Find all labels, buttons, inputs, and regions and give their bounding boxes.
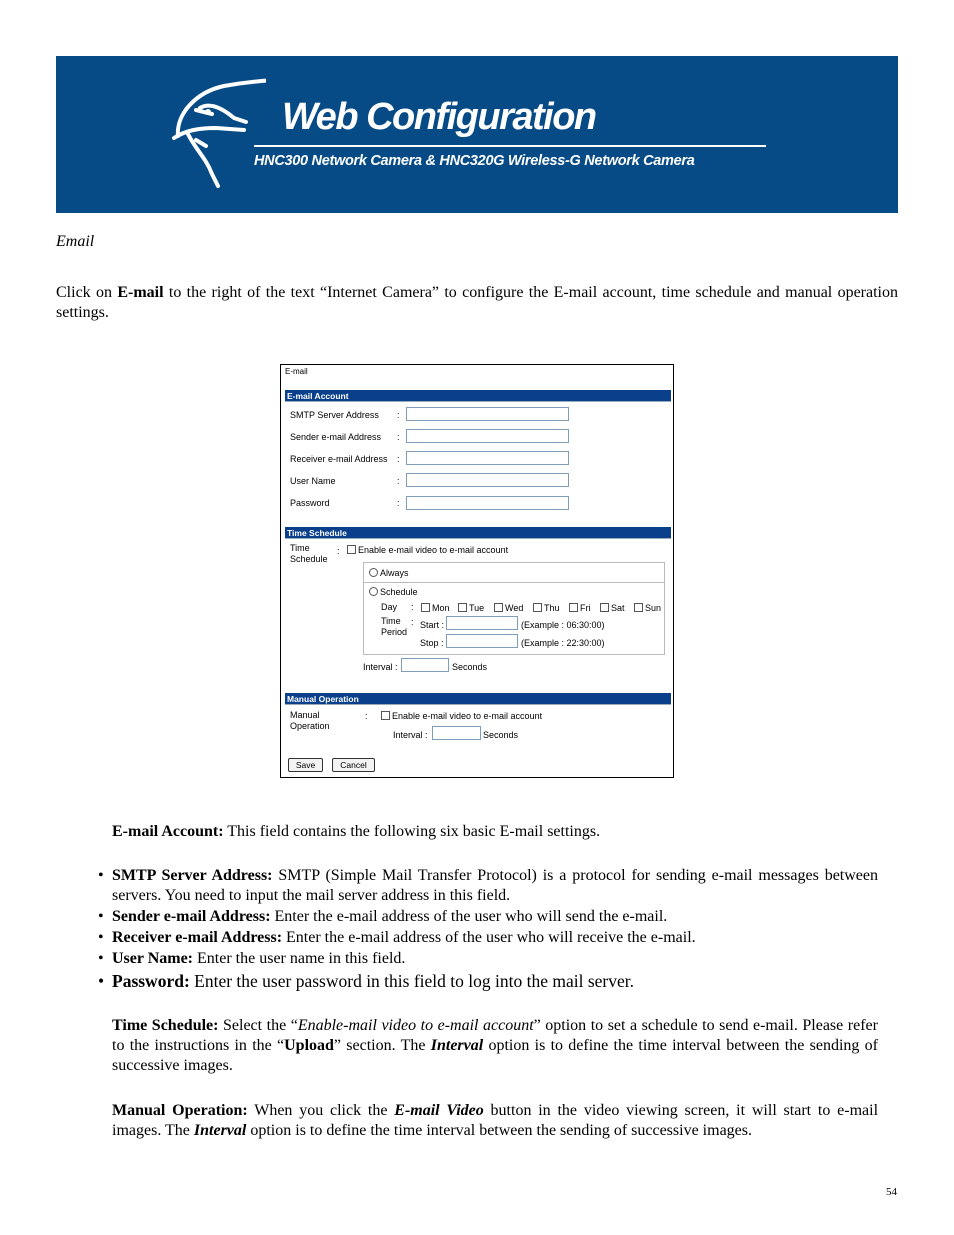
username-input[interactable] [406,473,569,487]
smtp-colon: : [397,410,400,420]
bullet-icon: • [98,929,104,946]
start-time-input[interactable] [446,616,518,630]
enable-schedule-label: Enable e-mail video to e-mail account [358,545,509,555]
section-label: Email [56,233,95,250]
email-account-text: This field contains the following six basic E-mail settings. [223,823,601,840]
time-schedule-label-1: Time [290,543,310,553]
bullet-term: Password: [112,971,190,991]
banner-divider [254,145,766,147]
time-schedule-label-2: Schedule [290,554,328,564]
day-checkbox[interactable] [494,603,503,612]
day-label-mon: Mon [432,603,450,613]
day-label-tue: Tue [469,603,485,613]
bullet-icon: • [98,950,104,967]
bullet-icon: • [98,908,104,925]
intro-text-pre: Click on [56,284,118,301]
username-colon: : [397,476,400,486]
enable-manual-label: Enable e-mail video to e-mail account [392,711,543,721]
bullet-icon: • [98,867,104,884]
day-checkbox[interactable] [634,603,643,612]
manual-interval-label: Interval : [393,730,428,740]
day-checkbox[interactable] [421,603,430,612]
day-checkbox[interactable] [600,603,609,612]
day-wed[interactable] [494,603,523,613]
mo-email-video: E-mail Video [394,1102,484,1119]
day-label-fri: Fri [580,603,591,613]
time-schedule-header: Time Schedule [285,527,671,539]
day-label-wed: Wed [505,603,524,613]
settings-bullet-list [96,866,878,993]
mo-interval: Interval [193,1122,247,1139]
banner-title: Web Configuration [282,96,596,138]
day-fri[interactable] [569,603,591,613]
page-number: 54 [886,1186,897,1198]
day-checkbox[interactable] [458,603,467,612]
sender-email-input[interactable] [406,429,569,443]
save-button[interactable]: Save [288,758,323,772]
list-item [96,907,878,927]
always-radio[interactable] [369,568,378,577]
header-banner [56,56,898,213]
manual-label-2: Operation [290,721,330,731]
bullet-text: Enter the user password in this field to log into the mail server. [189,971,634,991]
receiver-label: Receiver e-mail Address [290,454,388,464]
day-label-sat: Sat [611,603,625,613]
bullet-term: Sender e-mail Address: [112,908,271,925]
email-account-header: E-mail Account [285,390,671,402]
intro-paragraph [56,283,898,323]
bullet-text: Enter the e-mail address of the user who will send the e-mail. [270,908,668,925]
manual-label-1: Manual [290,710,320,720]
ts-text-3: ” section. The [333,1037,431,1054]
smtp-label: SMTP Server Address [290,410,379,420]
intro-text-post: to the right of the text “Internet Camera” to configure the E-mail account, time schedule and manual operation settings. [56,284,898,321]
manual-seconds-label: Seconds [483,730,519,740]
schedule-interval-input[interactable] [401,658,449,672]
bullet-text: SMTP (Simple Mail Transfer Protocol) is a protocol for sending e-mail messages between servers. You need to input the mail server address in this field. [112,867,878,904]
time-period-colon: : [411,617,414,627]
list-item [96,949,878,969]
stop-example: (Example : 22:30:00) [521,638,605,648]
sender-colon: : [397,432,400,442]
list-item [96,866,878,906]
mo-text-1: When you click the [247,1102,395,1119]
list-item [96,928,878,948]
time-period-label-1: Time [381,616,401,626]
eagle-logo-icon [166,74,266,189]
manual-interval-input[interactable] [432,726,481,740]
username-label: User Name [290,476,336,486]
receiver-email-input[interactable] [406,451,569,465]
day-label: Day [381,602,398,612]
bullet-term: SMTP Server Address: [112,867,273,884]
ts-upload: Upload [284,1037,334,1054]
time-schedule-colon: : [337,546,340,556]
schedule-radio[interactable] [369,587,378,596]
email-settings-screenshot [280,364,674,778]
bullet-icon: • [98,971,105,991]
enable-schedule-checkbox[interactable] [347,545,356,554]
bullet-text: Enter the e-mail address of the user who will receive the e-mail. [282,929,696,946]
day-label-thu: Thu [544,603,560,613]
day-tue[interactable] [458,603,484,613]
stop-time-input[interactable] [446,634,518,648]
bullet-term: Receiver e-mail Address: [112,929,283,946]
enable-manual-option[interactable] [381,711,542,721]
email-account-heading: E-mail Account: [112,823,224,840]
mo-text-3: option is to define the time interval between the sending of successive images. [246,1122,752,1139]
intro-text-bold: E-mail [117,284,164,301]
day-checkbox[interactable] [569,603,578,612]
smtp-server-input[interactable] [406,407,569,421]
day-colon: : [411,602,414,612]
panel-title: E-mail [285,367,308,376]
stop-label: Stop : [420,638,444,648]
bullet-term: User Name: [112,950,194,967]
schedule-option[interactable] [369,587,418,597]
cancel-button[interactable]: Cancel [332,758,375,772]
ts-interval: Interval [430,1037,484,1054]
ts-italic: Enable-mail video to e-mail account [297,1017,534,1034]
schedule-label: Schedule [380,587,418,597]
always-option[interactable] [369,568,409,578]
manual-operation-header: Manual Operation [285,693,671,705]
mo-heading: Manual Operation: [112,1102,248,1119]
day-mon[interactable] [421,603,450,613]
enable-schedule-option[interactable] [347,545,508,555]
ts-text-2: ” option to set a schedule to send e-mail. Please refer to the instructions in the “ [112,1017,878,1054]
sender-label: Sender e-mail Address [290,432,382,442]
time-period-label-2: Period [381,627,408,637]
banner-subtitle: HNC300 Network Camera & HNC320G Wireless-G Network Camera [254,153,695,169]
password-colon: : [397,498,400,508]
password-label: Password [290,498,330,508]
list-item [96,970,878,992]
time-schedule-paragraph [112,1016,878,1076]
day-sat[interactable] [600,603,625,613]
day-label-sun: Sun [645,603,662,613]
email-account-paragraph [112,822,878,842]
ts-text-1: Select the “ [218,1017,298,1034]
ts-text-4: option is to define the time interval between the sending of successive images. [112,1037,878,1074]
day-checkbox[interactable] [533,603,542,612]
manual-operation-paragraph [112,1101,878,1141]
schedule-seconds-label: Seconds [452,662,488,672]
always-label: Always [380,568,409,578]
start-label: Start : [420,620,445,630]
manual-colon: : [365,711,368,721]
day-sun[interactable] [634,603,661,613]
start-example: (Example : 06:30:00) [521,620,605,630]
password-input[interactable] [406,496,569,510]
receiver-colon: : [397,454,400,464]
enable-manual-checkbox[interactable] [381,711,390,720]
bullet-text: Enter the user name in this field. [193,950,406,967]
mo-text-2: button in the video viewing screen, it will start to e-mail images. The [112,1102,879,1139]
ts-heading: Time Schedule: [112,1017,219,1034]
day-thu[interactable] [533,603,560,613]
schedule-interval-label: Interval : [363,662,398,672]
